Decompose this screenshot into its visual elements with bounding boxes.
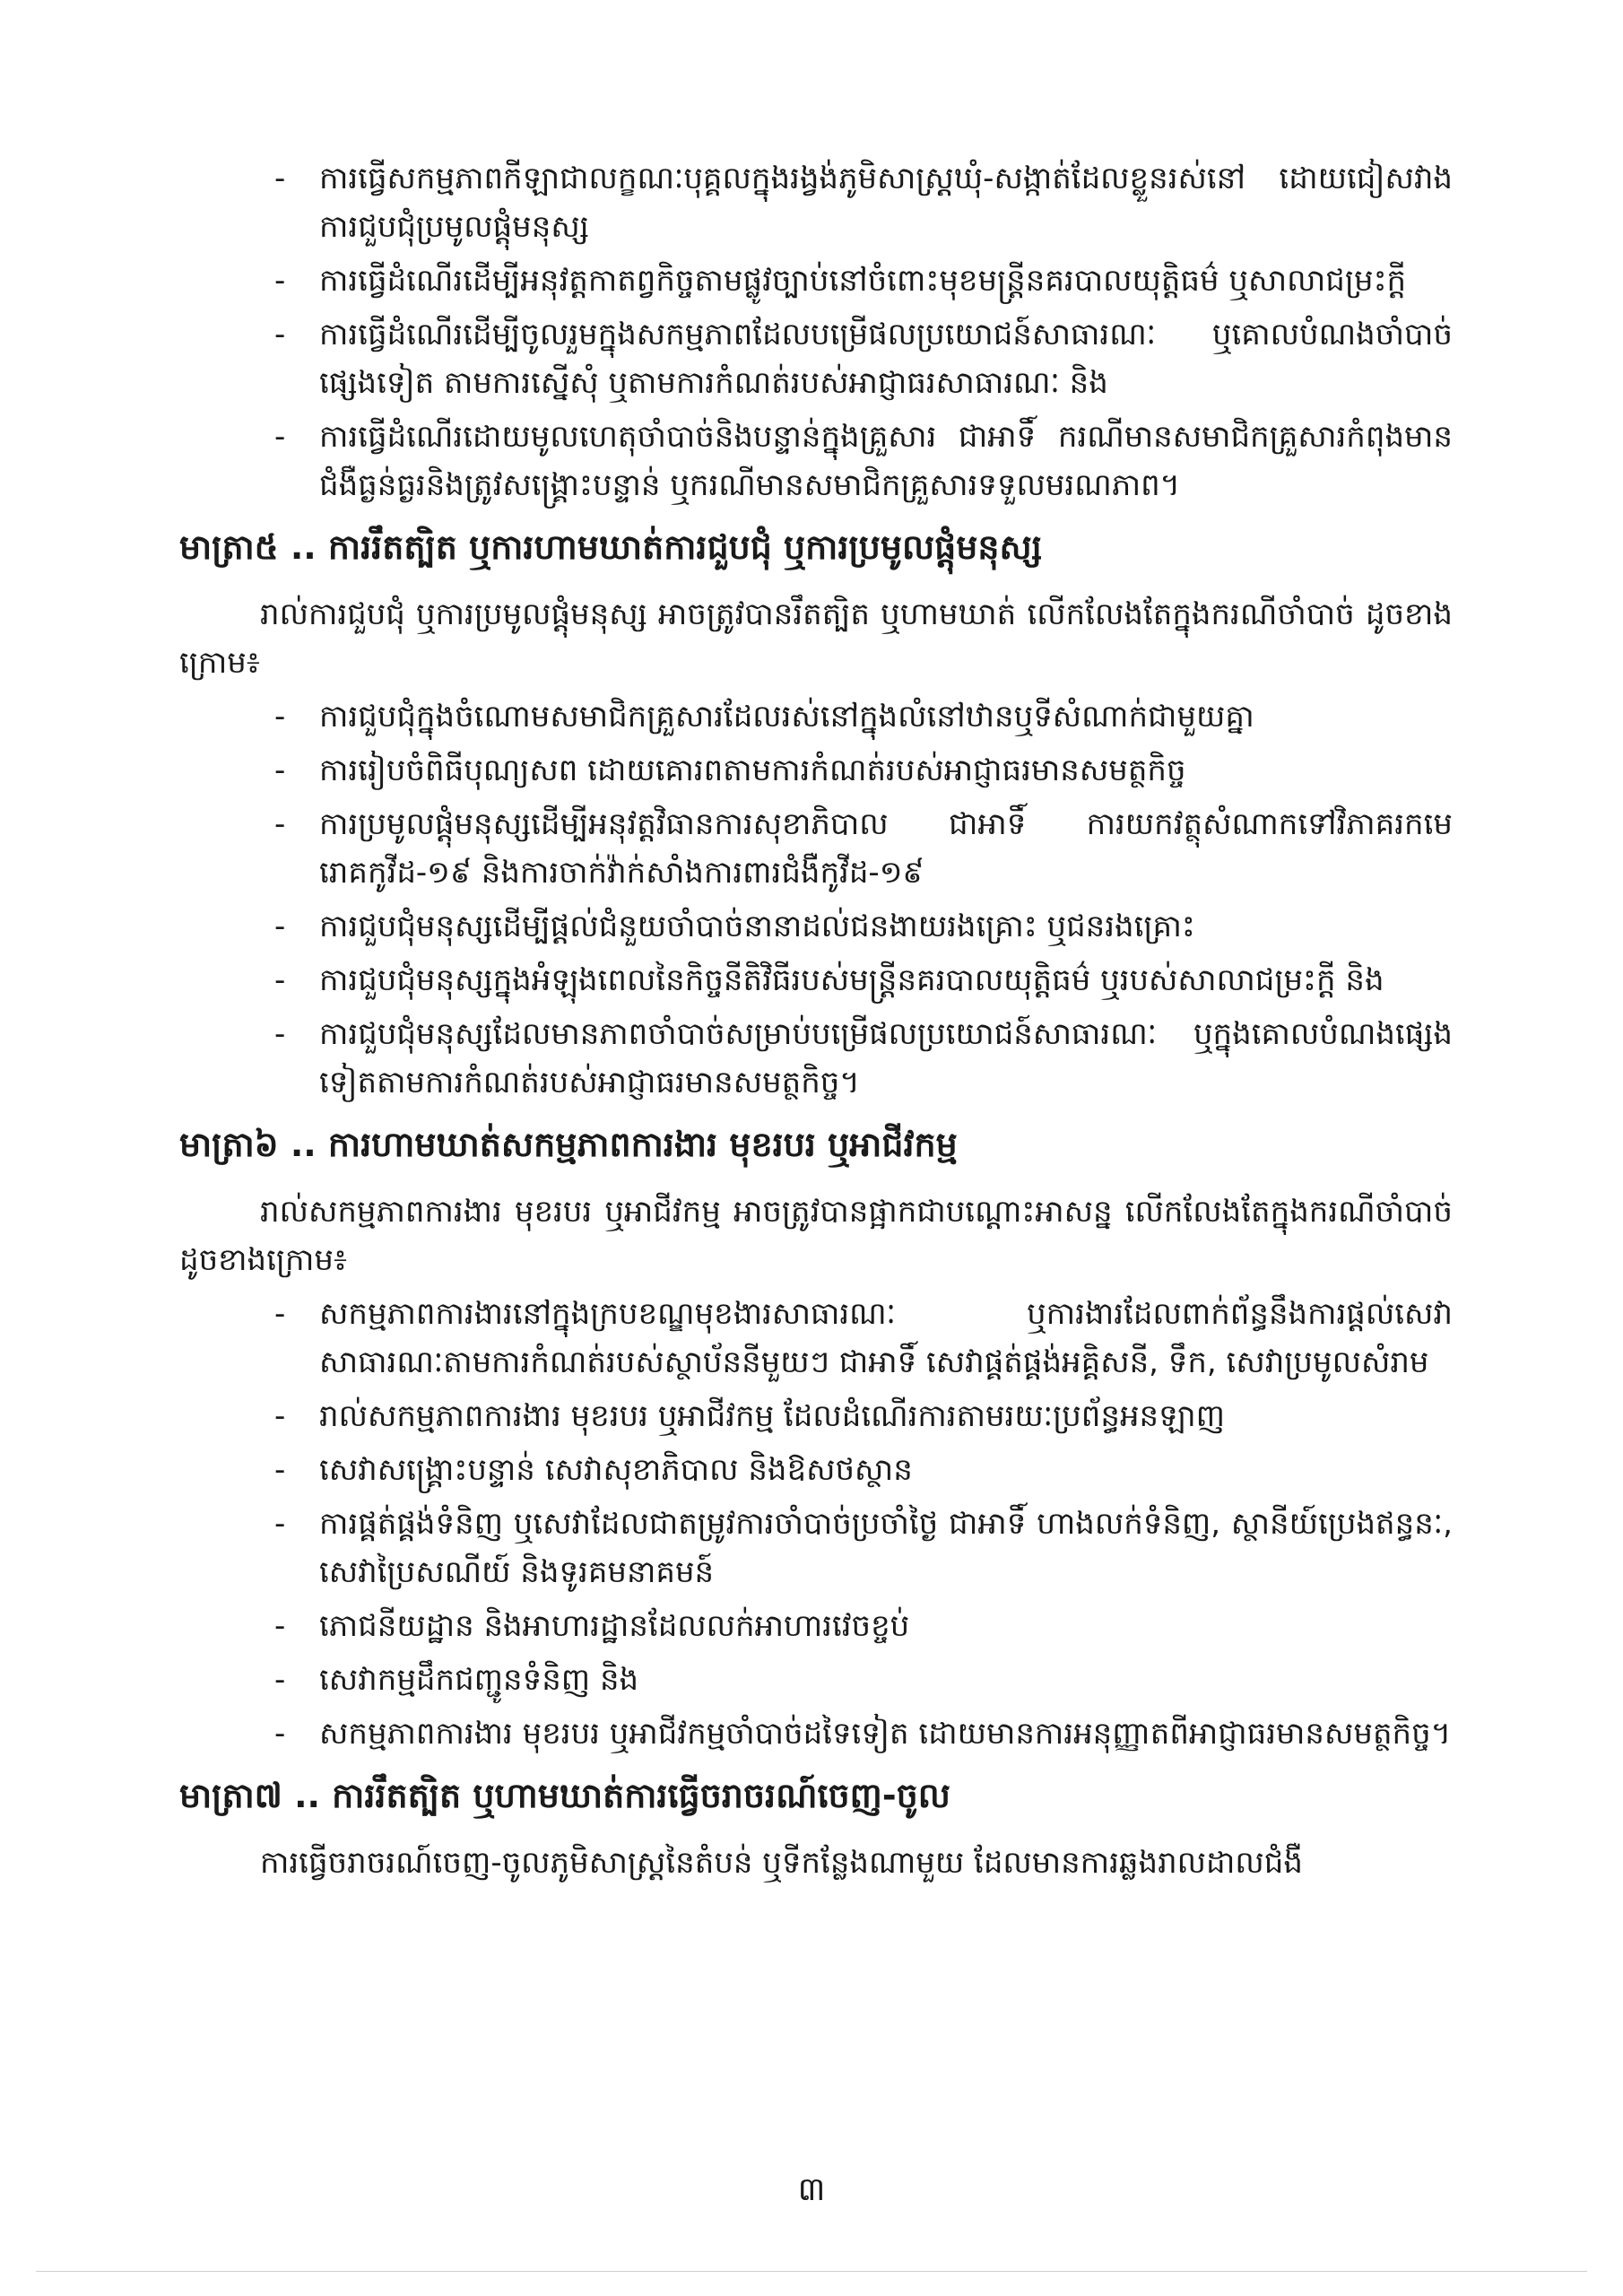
- list-item-text: ការធ្វើដំណើរដើម្បីចូលរួមក្នុងសកម្មភាពដែលបម្រើផលប្រយោជន៍សាធារណៈ ឬគោលបំណងចាំបាច់ផ្សេងទៀត តាមការស្នើសុំ ឬតាមការកំណត់របស់អាជ្ញាធរសាធារណៈ និង: [319, 317, 1453, 401]
- list-item: [274, 257, 1453, 305]
- list-dash: -: [274, 1452, 286, 1488]
- article-7-heading: មាត្រា៧ .. ការរឹតត្បិត ឬហាមឃាត់ការធ្វើចរាចរណ៍ចេញ-ចូល: [179, 1776, 950, 1815]
- list-item-text: ការជួបជុំមនុស្សដើម្បីផ្តល់ជំនួយចាំបាច់នានាដល់ជនងាយរងគ្រោះ ឬជនរងគ្រោះ: [319, 909, 1195, 944]
- list-item: [274, 956, 1453, 1004]
- list-item: [274, 1392, 1453, 1440]
- list-item-text: ភោជនីយដ្ឋាន និងអាហារដ្ឋានដែលលក់អាហារវេចខ្ចប់: [319, 1608, 910, 1644]
- article-6-intro: រាល់សកម្មភាពការងារ មុខរបរ ឬអាជីវកម្ម អាចត្រូវបានផ្អាកជាបណ្តោះអាសន្ន លើកលែងតែក្នុងករណីចាំបាច់ ដូចខាងក្រោម៖: [179, 1194, 1453, 1278]
- article-5-heading: មាត្រា៥ .. ការរឹតត្បិត ឬការហាមឃាត់ការជួបជុំ ឬការប្រមូលផ្តុំមនុស្ស: [179, 527, 1043, 567]
- list-item-text: ការជួបជុំមនុស្សដែលមានភាពចាំបាច់សម្រាប់បម្រើផលប្រយោជន៍សាធារណៈ ឬក្នុងគោលបំណងផ្សេងទៀតតាមការកំណត់របស់អាជ្ញាធរមានសមត្ថកិច្ច។: [319, 1016, 1453, 1100]
- list-item: [274, 692, 1453, 741]
- list-dash: -: [274, 1506, 286, 1542]
- list-item-text: ការជួបជុំមនុស្សក្នុងអំឡុងពេលនៃកិច្ចនីតិវិធីរបស់មន្ត្រីនគរបាលយុត្តិធម៌ ឬរបស់សាលាជម្រះក្តី និង: [319, 962, 1384, 998]
- list-item: [274, 1290, 1453, 1387]
- list-item-text: ការរៀបចំពិធីបុណ្យសព ដោយគោរពតាមការកំណត់របស់អាជ្ញាធរមានសមត្ថកិច្ច: [319, 752, 1186, 788]
- list-item: [274, 154, 1453, 251]
- list-item: [274, 1656, 1453, 1704]
- list-item-text: រាល់សកម្មភាពការងារ មុខរបរ ឬអាជីវកម្ម ដែលដំណើរការតាមរយៈប្រព័ន្ធអនឡាញ: [319, 1398, 1226, 1434]
- list-dash: -: [274, 699, 286, 735]
- list-item: [274, 1010, 1453, 1107]
- list-item: [274, 1709, 1453, 1758]
- list-item: [274, 1446, 1453, 1494]
- list-item-text: ការធ្វើសកម្មភាពកីឡាជាលក្ខណៈបុគ្គលក្នុងរង្វង់ភូមិសាស្ត្រឃុំ-សង្កាត់ដែលខ្លួនរស់នៅ ដោយជៀសវាងការជួបជុំប្រមូលផ្តុំមនុស្ស: [319, 161, 1453, 245]
- list-item-text: សកម្មភាពការងារនៅក្នុងក្របខណ្ឌមុខងារសាធារណៈ ឬការងារដែលពាក់ព័ន្ធនឹងការផ្តល់សេវាសាធារណៈតាមការកំណត់របស់ស្ថាប័ននីមួយៗ ជាអាទិ៍ សេវាផ្គត់ផ្គង់អគ្គិសនី, ទឹក, សេវាប្រមូលសំរាម: [319, 1296, 1453, 1380]
- list-dash: -: [274, 1608, 286, 1644]
- article-7-intro: ការធ្វើចរាចរណ៍ចេញ-ចូលភូមិសាស្ត្រនៃតំបន់ ឬទីកន្លែងណាមួយ ដែលមានការឆ្លងរាលដាលជំងឺ: [260, 1845, 1303, 1881]
- list-item: [274, 902, 1453, 951]
- list-dash: -: [274, 909, 286, 944]
- list-item-text: សេវាកម្មដឹកជញ្ជូនទំនិញ និង: [319, 1662, 639, 1698]
- list-item: [274, 746, 1453, 795]
- list-dash: -: [274, 263, 286, 299]
- article-6-heading: មាត្រា៦ .. ការហាមឃាត់សកម្មភាពការងារ មុខរបរ ឬអាជីវកម្ម: [179, 1125, 958, 1164]
- list-item-text: ការធ្វើដំណើរដើម្បីអនុវត្តកាតព្វកិច្ចតាមផ្លូវច្បាប់នៅចំពោះមុខមន្ត្រីនគរបាលយុត្តិធម៌ ឬសាលាជម្រះក្តី: [319, 263, 1407, 299]
- list-item: [274, 800, 1453, 897]
- list-item-text: ការផ្គត់ផ្គង់ទំនិញ ឬសេវាដែលជាតម្រូវការចាំបាច់ប្រចាំថ្ងៃ ជាអាទិ៍ ហាងលក់ទំនិញ, ស្ថានីយ៍ប្រេងឥន្ធនៈ, សេវាប្រៃសណីយ៍ និងទូរគមនាគមន៍: [319, 1506, 1453, 1590]
- list-dash: -: [274, 1662, 286, 1698]
- article-5-intro: រាល់ការជួបជុំ ឬការប្រមូលផ្តុំមនុស្ស អាចត្រូវបានរឹតត្បិត ឬហាមឃាត់ លើកលែងតែក្នុងករណីចាំបាច់ ដូចខាងក្រោម៖: [179, 596, 1453, 681]
- list-item-text: ការជួបជុំក្នុងចំណោមសមាជិកគ្រួសារដែលរស់នៅក្នុងលំនៅឋានឬទីសំណាក់ជាមួយគ្នា: [319, 699, 1254, 735]
- list-item-text: ការធ្វើដំណើរដោយមូលហេតុចាំបាច់និងបន្ទាន់ក្នុងគ្រួសារ ជាអាទិ៍ ករណីមានសមាជិកគ្រួសារកំពុងមានជំងឺធ្ងន់ធ្ងរនិងត្រូវសង្គ្រោះបន្ទាន់ ឬករណីមានសមាជិកគ្រួសារទទួលមរណភាព។: [319, 419, 1453, 503]
- list-dash: -: [274, 962, 286, 998]
- list-dash: -: [274, 1016, 286, 1052]
- page-number: ៣: [797, 2171, 826, 2208]
- list-dash: -: [274, 1398, 286, 1434]
- list-dash: -: [274, 161, 286, 196]
- list-item-text: សកម្មភាពការងារ មុខរបរ ឬអាជីវកម្មចាំបាច់ដទៃទៀត ដោយមានការអនុញ្ញាតពីអាជ្ញាធរមានសមត្ថកិច្ច។: [319, 1716, 1452, 1752]
- list-item: [274, 310, 1453, 407]
- list-item: [274, 1602, 1453, 1650]
- list-item-text: សេវាសង្គ្រោះបន្ទាន់ សេវាសុខាភិបាល និងឱសថស្ថាន: [319, 1452, 913, 1488]
- list-item-text: ការប្រមូលផ្តុំមនុស្សដើម្បីអនុវត្តវិធានការសុខាភិបាល ជាអាទិ៍ ការយកវត្ថុសំណាកទៅវិភាគរកមេរោគកូវីដ-១៩ និងការចាក់វ៉ាក់សាំងការពារជំងឺកូវីដ-១៩: [319, 806, 1453, 891]
- list-dash: -: [274, 806, 286, 842]
- list-dash: -: [274, 1716, 286, 1752]
- document-body: [179, 154, 1453, 1892]
- list-dash: -: [274, 752, 286, 788]
- list-dash: -: [274, 317, 286, 352]
- list-dash: -: [274, 1296, 286, 1332]
- list-dash: -: [274, 419, 286, 455]
- list-item: [274, 413, 1453, 509]
- list-item: [274, 1500, 1453, 1596]
- bottom-divider: [36, 2271, 1587, 2272]
